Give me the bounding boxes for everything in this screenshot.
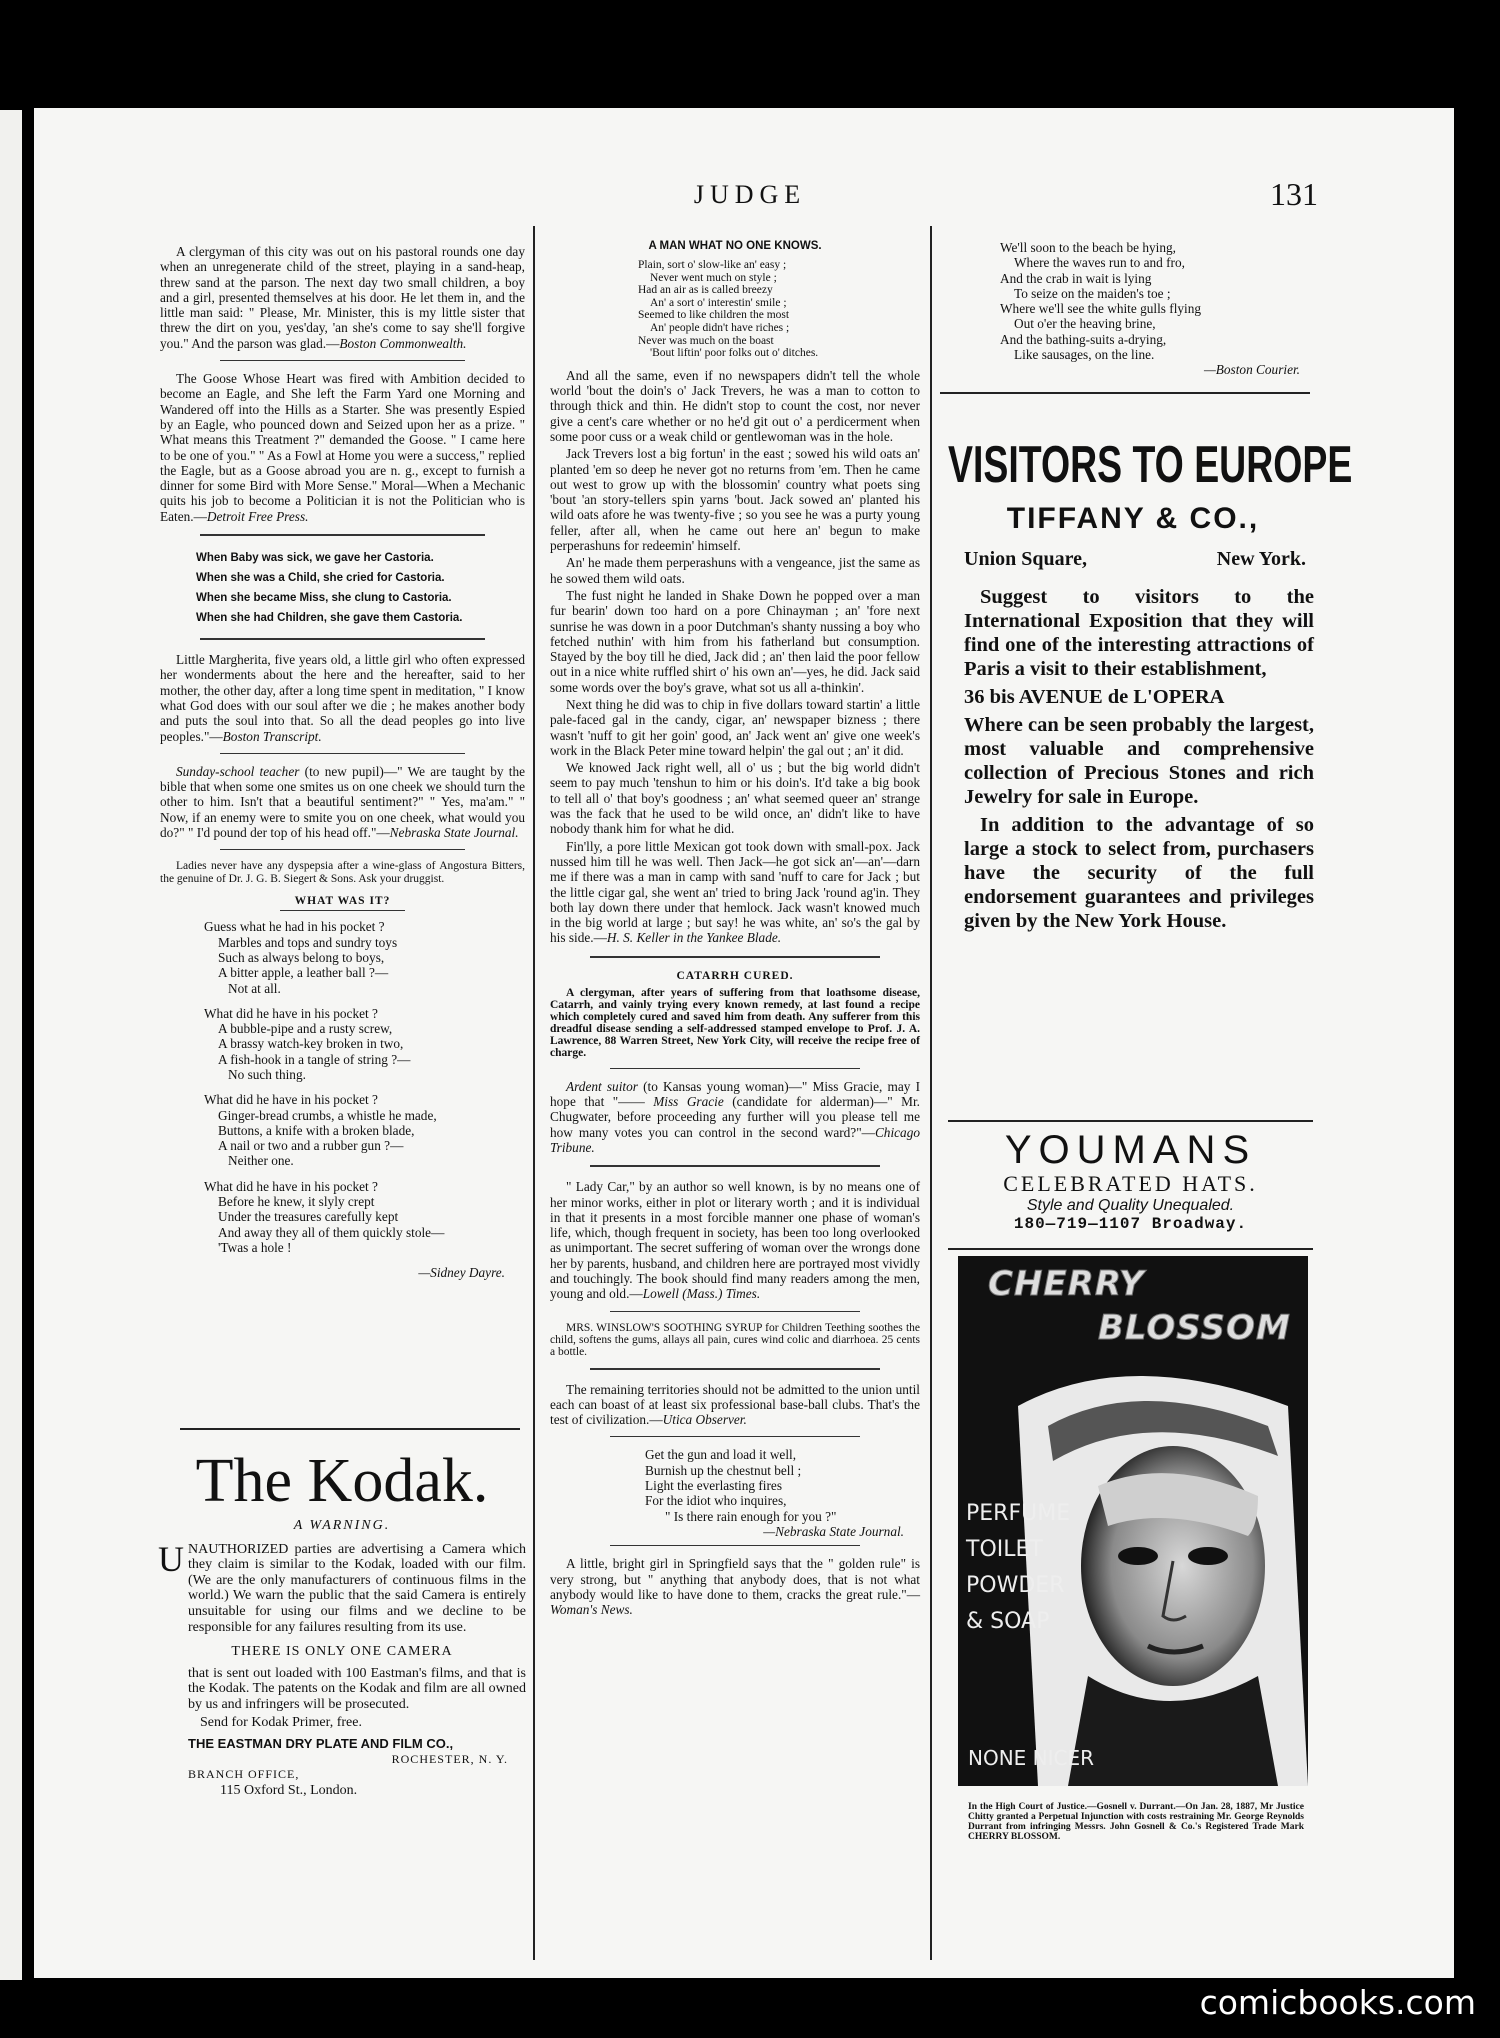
separator [590,1368,880,1370]
cherry-brand-2: BLOSSOM [1098,1308,1291,1348]
separator [590,1165,880,1167]
youmans-subtag: Style and Quality Unequaled. [1026,1197,1235,1214]
poem-author: —Sidney Dayre. [418,1265,505,1281]
separator [610,1311,860,1312]
kodak-top-rule [180,1428,520,1430]
kodak-subtitle: A WARNING. [293,1518,391,1533]
catarrh-title: CATARRH CURED. [676,969,794,982]
tiffany-headline: VISITORS TO EUROPE [948,436,1353,494]
kodak-only-one: THERE IS ONLY ONE CAMERA [231,1644,453,1660]
cherry-legal-notice: In the High Court of Justice.—Gosnell v. Durrant.—On Jan. 28, 1887, Mr Justice Chitty granted a Perpetual Injunction with costs restraining Mr. George Reynolds Durrant from infringing Messrs. John Gosnell & Co.'s Registered Trade Mark CHERRY BLOSSOM. [968,1802,1304,1842]
cherry-slogan: NONE NICER [968,1746,1095,1770]
beach-verse: We'll soon to the beach be hying, Where the waves run to and fro, And the crab in wait is lying To seize on the maiden's toe ; Where we'll see the white gulls flying Out o'er the heaving brine, And the bathing-suits a-drying, Like sausages, on the line. [1000,240,1202,363]
beach-source: —Boston Courier. [1203,362,1300,378]
poem-what-was-it: Guess what he had in his pocket ? Marbles and tops and sundry toys Such as always belong to boys, A bitter apple, a leather ball ?— Not at all. What did he have in his pocket ? A bubble-pipe and a rusty screw, A brassy watch-key broken in two, A fish-hook in a tangle of string ?— No such thing. What did he have in his pocket ? Ginger-bread crumbs, a whistle he made, Buttons, a knife with a broken blade, A nail or two and a rubber gun ?— Neither one. What did he have in his pocket ? Before he knew, it slyly crept Under the treasures carefully kept And away they all of them quickly stole— 'Twas a hole ! [204,919,445,1255]
separator [220,849,465,850]
separator [280,910,405,911]
tiffany-body: Suggest to visitors to the International Exposition that they will find one of the interesting attractions of Paris a visit to their establishment, 36 bis AVENUE de L'OPERA Where can be seen probably the largest, most valuable and comprehensive collection of Precious Stones and rich Jewelry for sale in Europe. In addition to the advantage of so large a stock to select from, purchasers have the security of the full endorsement guarantees and privileges given by the New York House. [964,586,1314,932]
angostura-ad: Ladies never have any dyspepsia after a wine-glass of Angostura Bitters, the genuine of Dr. J. G. B. Siegert & Sons. Ask your druggist. [160,860,525,886]
watermark: comicbooks.com [1199,1983,1476,2022]
youmans-top-rule [948,1120,1313,1122]
kodak-ad [158,1436,526,1799]
golden-rule-anecdote: A little, bright girl in Springfield says that the " golden rule" is very strong, but " anything that anybody does, that is not what anybody would like to have done to them, cracks the great rule."—Woman's News. [550,1556,920,1618]
column-2 [550,240,920,1626]
magazine-title: JUDGE [693,180,807,209]
kodak-company: THE EASTMAN DRY PLATE AND FILM CO., [188,1736,454,1752]
castoria-ad: When Baby was sick, we gave her Castoria. When she was a Child, she cried for Castoria. When she became Miss, she clung to Castoria. When she had Children, she gave them Castoria. [196,552,463,625]
sunday-school-joke: Sunday-school teacher (to new pupil)—" We are taught by the bible that when some one smites us on one cheek we should turn the other to him. Isn't that a beautiful sentiment?" " Yes, ma'am." " Now, if an enemy were to smite you on one cheek, what would you do?" " I'd pound der top of his head off."—Nebraska State Journal. [160,763,525,841]
kodak-city: ROCHESTER, N. Y. [391,1751,508,1766]
separator [610,1436,860,1437]
man-story: And all the same, even if no newspapers didn't tell the whole world 'bout the doin's o' Jack Trevers, he was a man to cotton to through thick and thin. He didn't stop to count the cost, nor never give a cent's care whether or no he'd git out o' a perdicerment when some poor cuss or a weak child or gentlewoman was in the hole. Jack Trevers lost a big fortun' in the east ; sowed his wild oats an' planted 'em so deep he never got no returns from 'em. Then he came out west to grow up with the blossomin' country what poets sing 'bout 'an story-tellers spin yarns 'bout. Jack sowed an' planted his wild oats afore he was twenty-five ; so you see he was a purty young feller, after all, when he came out here an' begun to make perperashuns for redeemin' himself. An' he made them perperashuns with a vengeance, jist the same as he sowed them wild oats. The fust night he landed in Shake Down he popped over a man fur bearin' down too hard on a pore Chinayman ; an' 'fore next sunrise he was down in a poor Dutchman's shanty nussing a boy who fetched nuthin' with him from his fatherland but consumption. Stayed by the boy till he died, Jack did ; an' then laid the poor fellow out in a nice white ruffled shirt o' his own an'—yes, he did. Jack said some words over the boy's grave, what sot us all a-thinkin'. Next thing he did was to chip in five dollars toward startin' a little pale-faced gal in the candy, cigar, an' newspaper bizness ; there wasn't 'nuff to git her goin' good, an' Jack went an' give one week's work in the Black Peter mine toward helpin' the gal out ; an' it did. We knowed Jack right well, all o' us ; but the big world didn't seem to pay much 'tenshun to him or his doin's. It'd take a big book to tell all o' that boy's goodness ; an' what seemed queer an' strange was the fack that he used to be wild once, an' didn't like to have nobody thank him for what he did. Fin'lly, a pore little Mexican got took down with small-pox. Jack nussed him till he was well. Then Jack—he got sick an'—an'—darn me if there was a man in camp with sand 'nuff to care for Jack ; but the little cigar gal, she went an' tried to bring Jack 'round ag'in. They both lay down there under that hemlock. Jack wasn't knowed much in the big world at large ; but say! he was white, an' so's the gal by his side.—H. S. Keller in the Yankee Blade. [550,367,920,946]
column-divider-2 [930,226,932,1960]
tiffany-ad [948,436,1353,937]
separator [200,638,485,640]
cherry-products: PERFUME TOILET POWDER & SOAP [966,1501,1071,1634]
gun-source: —Nebraska State Journal. [763,1523,904,1539]
margherita-anecdote: Little Margherita, five years old, a little girl who often expressed her wonderments about the here and the hereafter, said to her mother, the other day, after a long time spent in meditation, " I know what God does with our soul after we die ; he makes another body and puts the soul into that. So all the dead peoples go into live peoples."—Boston Transcript. [160,652,525,744]
youmans-ad [948,1128,1313,1233]
man-poem-title: A MAN WHAT NO ONE KNOWS. [648,240,822,252]
youmans-tagline: CELEBRATED HATS. [1003,1171,1258,1196]
separator [220,753,465,754]
cherry-brand-1: CHERRY [988,1264,1145,1304]
separator [590,956,880,958]
separator [220,360,465,361]
goose-fable: The Goose Whose Heart was fired with Ambition decided to become an Eagle, and She left the Farm Yard one Morning and Wandered off into the Hills as a Starter. She was presently Espied by an Eagle, who pounced down and Seized upon her as a prize. " What means this Treatment ?" demanded the Goose. " I came here to be one of you." " As a Fowl at Home you were a success," replied the Eagle, but as a Goose abroad you are n. g., except to furnish a dinner for some Bird with More Sense." Moral—When a Mechanic quits his job to become a Politician it is not the Politician who is Eaten.—Detroit Free Press. [160,371,525,524]
clergyman-anecdote: A clergyman of this city was out on his pastoral rounds one day when an unregenerate child of the street, playing in a sand-heap, threw sand at the parson. The next day two small children, a boy and a girl, presented themselves at his door. He let them in, and the little man said: " Please, Mr. Minister, this is my little sister that threw the dirt on you, yes'day, 'an she's come to say she'll forgive you." And the parson was glad.—Boston Commonwealth. [160,244,525,351]
kodak-body-2: that is sent out loaded with 100 Eastman's films, and that is the Kodak. The patents on the Kodak and film are all owned by us and infringers will be prosecuted. [188,1665,526,1712]
youmans-address: 180—719—1107 Broadway. [1013,1215,1248,1233]
poem-title: WHAT WAS IT? [294,895,391,908]
catarrh-ad: A clergyman, after years of suffering from that loathsome disease, Catarrh, and vainly trying every known remedy, at last found a recipe which completely cured and saved him from death. Any sufferer from this dreadful disease sending a self-addressed stamped envelope to Prof. J. A. Lawrence, 88 Warren Street, New York City, will receive the recipe free of charge. [550,986,920,1059]
separator [610,1068,860,1069]
column-3 [950,240,1310,378]
man-poem: Plain, sort o' slow-like an' easy ; Never went much on style ; Had an air as is called breezy An' a sort o' interestin' smile ; Seemed to like children the most An' people didn't have riches ; Never was much on the boast 'Bout liftin' poor folks out o' ditches. [638,259,819,360]
kodak-title: The Kodak. [195,1447,489,1515]
territories-joke: The remaining territories should not be admitted to the union until each can boast of at least six professional base-ball clubs. That's the test of civilization.—Utica Observer. [550,1381,920,1428]
separator [200,534,485,536]
kodak-branch-address: 115 Oxford St., London. [220,1782,358,1798]
facing-page-edge [0,110,22,1980]
kodak-branch: BRANCH OFFICE, [188,1767,300,1782]
column-1 [160,244,525,1281]
kodak-warning-body: UNAUTHORIZED parties are advertising a Camera which they claim is similar to the Kodak, loaded with our film. (We are the only manufacturers of continuous films in the world.) We warn the public that the said Camera is entirely unsuitable for using our films and we decline to be responsible for any failures resulting from its use. [158,1538,526,1635]
lady-car-review: " Lady Car," by an author so well known, is by no means one of her minor works, either in plot or literary worth ; and it is individual in that it presents in a most forcible manner one phase of woman's life, which, though frequent in society, has been too long overlooked as unimportant. The secret suffering of woman over the wrongs done her by parents, husband, and children here are portrayed most vividly and touchingly. The book should find many readers among the men, young and old.—Lowell (Mass.) Times. [550,1179,920,1302]
tiffany-company: TIFFANY & CO., [1006,502,1260,535]
separator [610,1545,860,1546]
youmans-name: YOUMANS [1004,1128,1257,1172]
cherry-top-rule [948,1248,1313,1250]
tiffany-address: Union Square, New York. [964,548,1306,570]
kodak-primer: Send for Kodak Primer, free. [200,1714,362,1730]
gun-verse: Get the gun and load it well, Burnish up the chestnut bell ; Light the everlasting fires For the idiot who inquires, " Is there rain enough for you ?" [645,1447,837,1524]
tiffany-top-rule [940,392,1310,394]
column-divider-1 [533,226,535,1960]
ardent-suitor-joke: Ardent suitor (to Kansas young woman)—" Miss Gracie, may I hope that "—— Miss Gracie (candidate for alderman)—" Mr. Chugwater, before proceeding any further will you please tell me how many votes you can control in the second ward?"—Chicago Tribune. [550,1078,921,1155]
page-number: 131 [1270,176,1318,212]
cherry-blossom-ad [958,1256,1308,1786]
winslow-ad: MRS. WINSLOW'S SOOTHING SYRUP for Children Teething soothes the child, softens the gums, allays all pain, cures wind colic and diarrhoea. 25 cents a bottle. [550,1321,920,1358]
